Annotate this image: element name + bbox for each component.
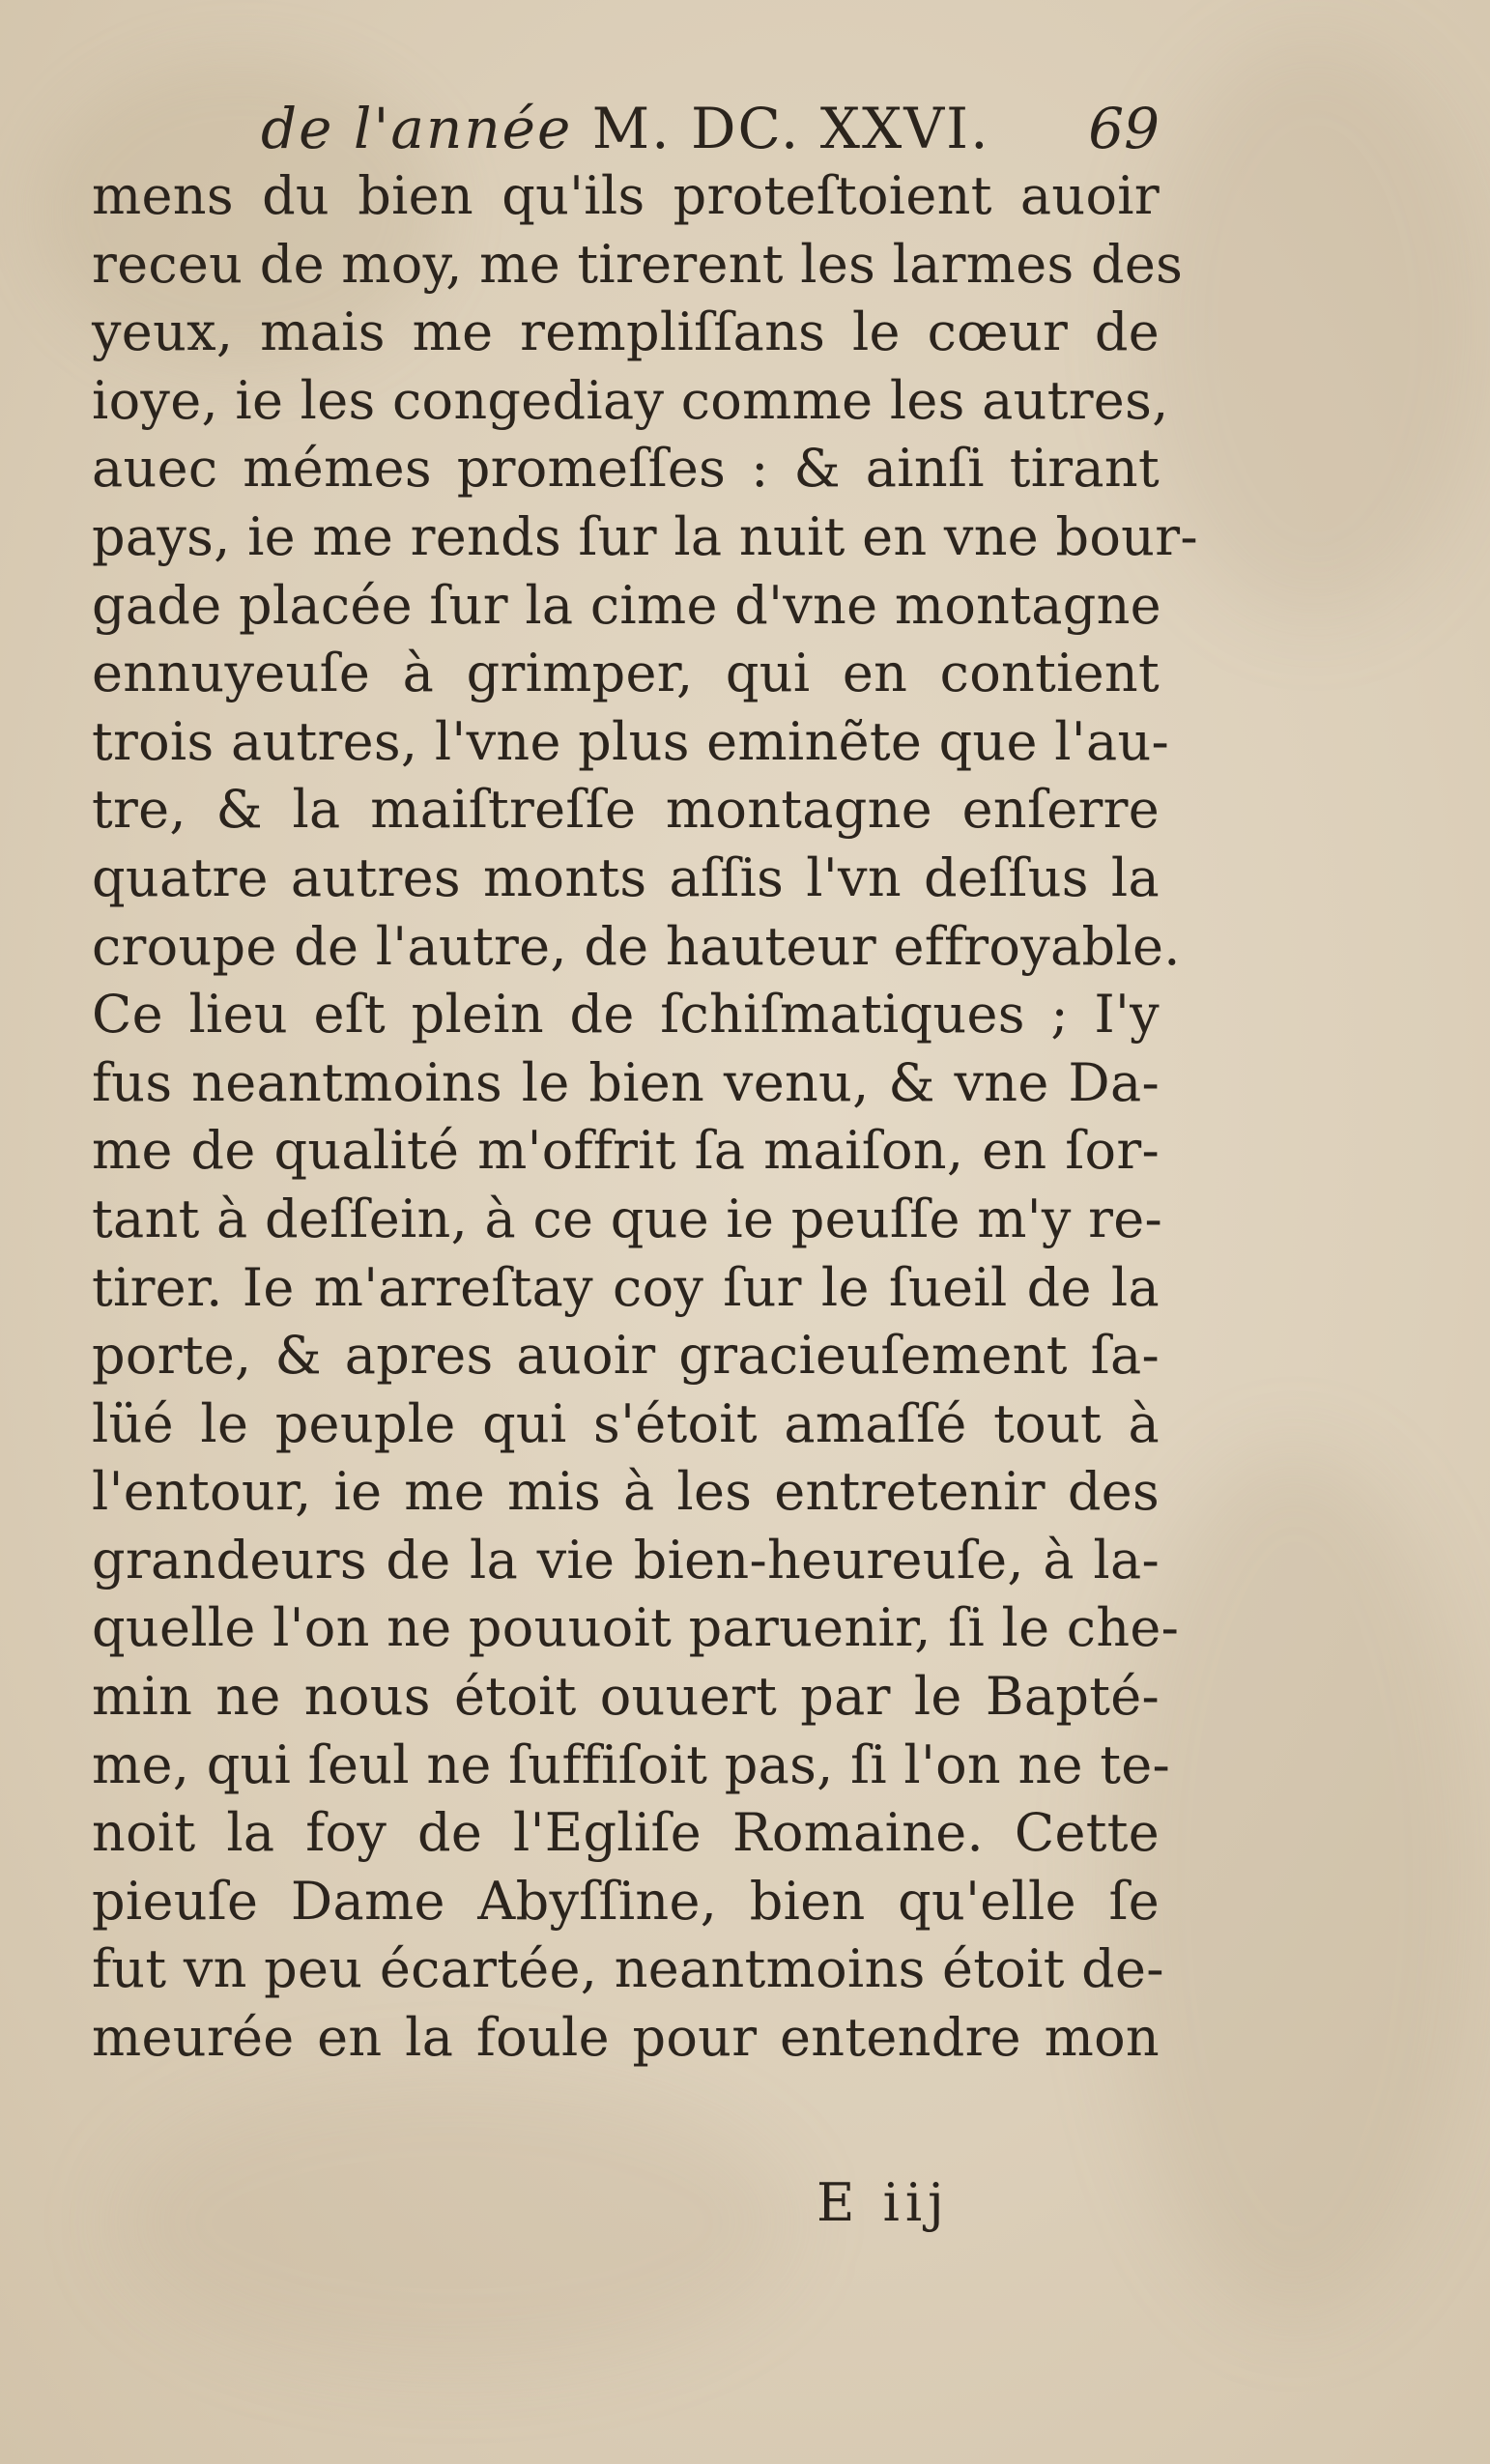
text-line: me de qualité m'offrit ſa maiſon, en ſor- (92, 1120, 1160, 1182)
paper-stain (1111, 1449, 1478, 2319)
text-line: noit la foy de l'Egliſe Romaine. Cette (92, 1802, 1160, 1864)
text-line: yeux, mais me rempliſſans le cœur de (92, 301, 1160, 363)
text-line: auec mémes promeſſes : & ainſi tirant (92, 438, 1160, 500)
text-line: fus neantmoins le bien venu, & vne Da- (92, 1051, 1160, 1113)
text-line: ennuyeuſe à grimper, qui en contient (92, 643, 1160, 704)
text-line: porte, & apres auoir gracieuſement ſa- (92, 1325, 1160, 1387)
running-head-italic: de l'année (261, 96, 573, 161)
running-head-title (261, 85, 990, 172)
text-line: l'entour, ie me mis à les entretenir des (92, 1461, 1160, 1523)
text-line: trois autres, l'vne plus eminẽte que l'au- (92, 710, 1170, 772)
page-number: 69 (1088, 96, 1160, 161)
text-line: pays, ie me rends ſur la nuit en vne bour- (92, 505, 1198, 567)
signature-mark: E iij (817, 2172, 950, 2233)
running-head (261, 85, 1160, 172)
text-line: quatre autres monts aſſis l'vn deſſus la (92, 846, 1160, 908)
text-line: me, qui ſeul ne ſuffiſoit pas, ſi l'on ne te- (92, 1733, 1171, 1795)
text-line: mens du bien qu'ils proteſtoient auoir (92, 165, 1160, 226)
text-line: grandeurs de la vie bien-heureuſe, à la- (92, 1529, 1160, 1590)
text-line: lüé le peuple qui s'étoit amaſſé tout à (92, 1392, 1160, 1454)
body-text (92, 162, 1198, 2073)
text-line: gade placée ſur la cime d'vne montagne (92, 574, 1161, 636)
text-line: croupe de l'autre, de hauteur effroyable. (92, 915, 1181, 977)
text-line: tre, & la maiſtreſſe montagne enſerre (92, 779, 1160, 841)
text-line: tant à deſſein, à ce que ie peuſſe m'y re- (92, 1188, 1163, 1249)
text-line: min ne nous étoit ouuert par le Bapté- (92, 1666, 1160, 1728)
text-line: receu de moy, me tirerent les larmes des (92, 233, 1184, 295)
text-line: fut vn peu écartée, neantmoins étoit de- (92, 1938, 1164, 2000)
running-head-year: M. DC. XXVI. (591, 96, 990, 161)
text-line: pieuſe Dame Abyſſine, bien qu'elle ſe (92, 1870, 1160, 1932)
text-line: Ce lieu eſt plein de ſchiſmatiques ; I'y (92, 984, 1160, 1046)
paper-stain (116, 2077, 792, 2367)
text-line: tirer. Ie m'arreſtay coy ſur le ſueil de la (92, 1256, 1160, 1318)
text-line: quelle l'on ne pouuoit paruenir, ſi le che- (92, 1597, 1180, 1659)
text-line: meurée en la foule pour entendre mon (92, 2007, 1160, 2069)
text-line: ioye, ie les congediay comme les autres, (92, 369, 1169, 431)
